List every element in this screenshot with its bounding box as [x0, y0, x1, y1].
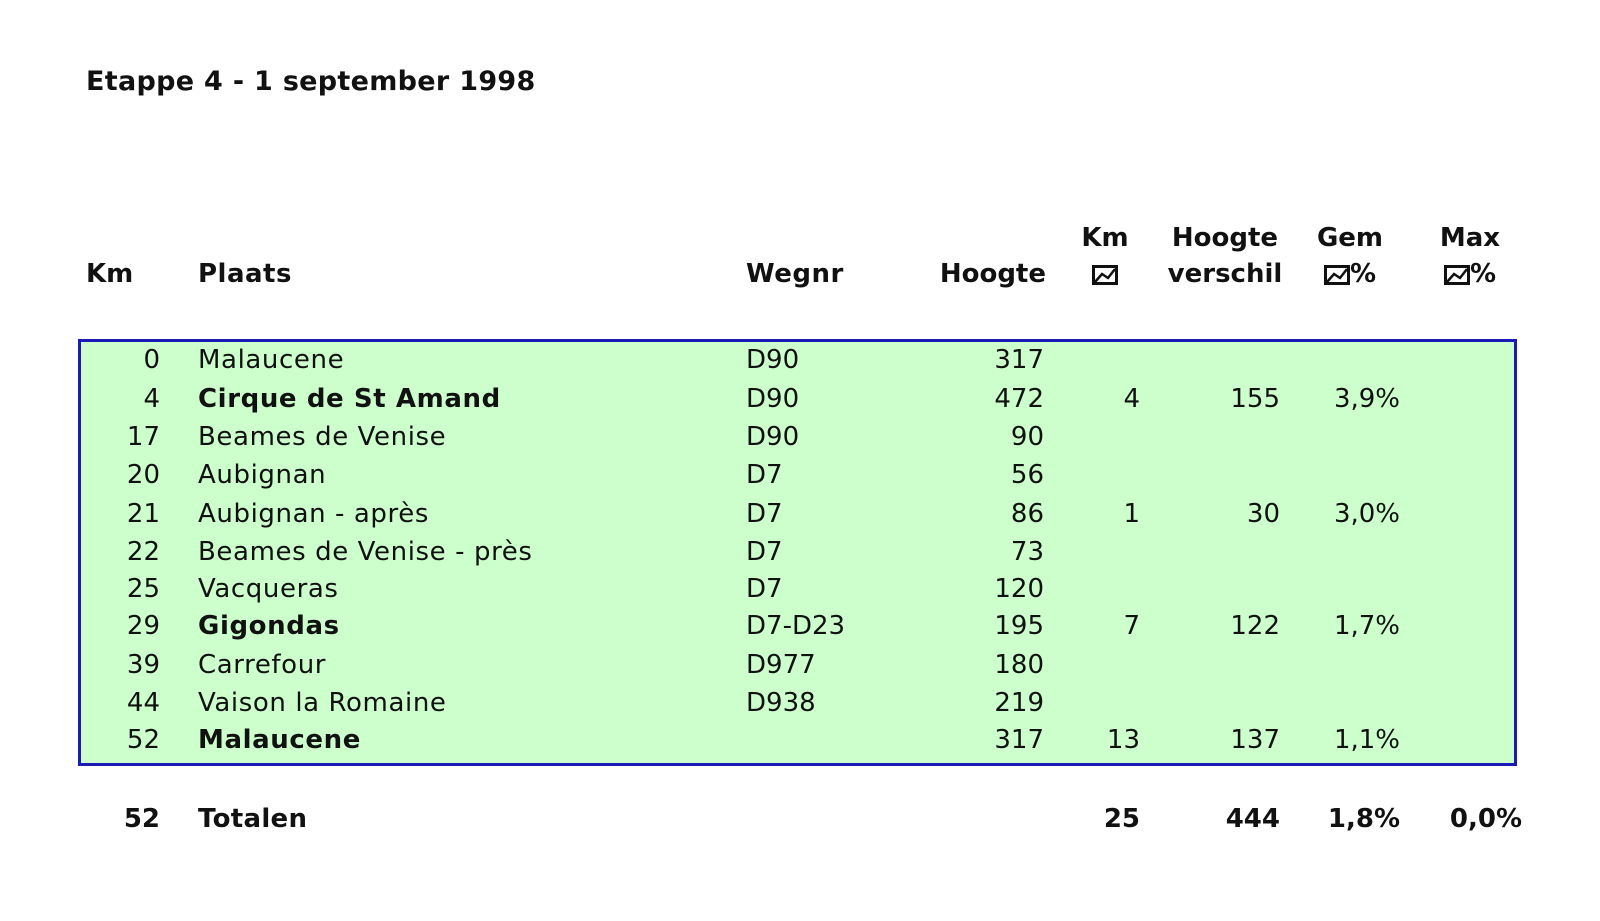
row-plaats: Aubignan [198, 460, 327, 490]
row-hoogte: 73 [1010, 537, 1044, 567]
table-row [0, 456, 1600, 494]
row-hoogte: 180 [994, 650, 1044, 680]
row-hoogteverschil: 30 [1246, 499, 1280, 529]
header-km-up-icon-row [1070, 256, 1140, 292]
row-km: 4 [143, 384, 160, 414]
header-hoogteverschil-line1: Hoogte [1171, 223, 1279, 253]
row-hoogte: 317 [994, 345, 1044, 375]
row-wegnr: D7 [746, 537, 783, 567]
table-row [0, 607, 1600, 645]
header-max-label: Max [1439, 223, 1501, 253]
row-km: 17 [126, 422, 160, 452]
row-hoogteverschil: 155 [1230, 384, 1280, 414]
table-row [0, 380, 1600, 418]
row-km: 0 [143, 345, 160, 375]
header-wegnr: Wegnr [746, 259, 844, 289]
header-max-pct-row [1420, 256, 1520, 292]
row-km: 52 [126, 725, 160, 755]
table-row [0, 721, 1600, 759]
table-row [0, 533, 1600, 571]
row-hoogte: 219 [994, 688, 1044, 718]
table-row [0, 646, 1600, 684]
row-km-up: 1 [1123, 499, 1140, 529]
row-wegnr: D7 [746, 460, 783, 490]
row-wegnr: D977 [746, 650, 816, 680]
totals-row [0, 800, 1600, 838]
row-hoogte: 195 [994, 611, 1044, 641]
row-km: 25 [126, 574, 160, 604]
row-km-up: 7 [1123, 611, 1140, 641]
uphill-slope-icon [1092, 265, 1118, 285]
table-row [0, 684, 1600, 722]
uphill-slope-icon [1444, 265, 1470, 285]
row-wegnr: D7-D23 [746, 611, 846, 641]
row-km: 29 [126, 611, 160, 641]
header-km-up [1070, 220, 1140, 292]
row-wegnr: D90 [746, 384, 800, 414]
row-km: 21 [126, 499, 160, 529]
header-max-pct: % [1469, 259, 1497, 289]
row-wegnr: D90 [746, 345, 800, 375]
row-wegnr: D90 [746, 422, 800, 452]
totals-max: 0,0% [1449, 804, 1522, 834]
row-hoogte: 56 [1010, 460, 1044, 490]
row-wegnr: D938 [746, 688, 816, 718]
header-gem-pct-row [1300, 256, 1400, 292]
row-hoogte: 90 [1010, 422, 1044, 452]
header-hoogteverschil [1160, 220, 1290, 292]
row-km-up: 4 [1123, 384, 1140, 414]
totals-km-up: 25 [1103, 804, 1140, 834]
row-plaats: Carrefour [198, 650, 327, 680]
header-plaats: Plaats [198, 259, 292, 289]
totals-hoogteverschil: 444 [1225, 804, 1280, 834]
row-plaats: Vaison la Romaine [198, 688, 447, 718]
row-hoogte: 120 [994, 574, 1044, 604]
header-hoogteverschil-line2: verschil [1167, 259, 1283, 289]
row-hoogte: 472 [994, 384, 1044, 414]
table-row [0, 570, 1600, 608]
row-hoogteverschil: 122 [1230, 611, 1280, 641]
row-plaats: Aubignan - après [198, 499, 429, 529]
header-max [1420, 220, 1520, 292]
row-km: 20 [126, 460, 160, 490]
page-title: Etappe 4 - 1 september 1998 [86, 66, 536, 97]
totals-gem: 1,8% [1327, 804, 1400, 834]
row-km: 39 [126, 650, 160, 680]
header-gem [1300, 220, 1400, 292]
row-wegnr: D7 [746, 574, 783, 604]
uphill-slope-icon [1324, 265, 1350, 285]
row-hoogte: 317 [994, 725, 1044, 755]
header-km-up-label: Km [1081, 223, 1129, 253]
row-plaats: Malaucene [198, 345, 345, 375]
row-gem: 3,0% [1333, 499, 1400, 529]
row-plaats: Cirque de St Amand [198, 384, 501, 414]
row-plaats: Vacqueras [198, 574, 339, 604]
row-km: 22 [126, 537, 160, 567]
header-hoogte: Hoogte [939, 259, 1046, 289]
row-km: 44 [126, 688, 160, 718]
totals-km: 52 [123, 804, 160, 834]
row-plaats: Beames de Venise [198, 422, 447, 452]
row-plaats: Malaucene [198, 725, 361, 755]
row-km-up: 13 [1106, 725, 1140, 755]
row-wegnr: D7 [746, 499, 783, 529]
row-gem: 1,7% [1333, 611, 1400, 641]
row-plaats: Beames de Venise - près [198, 537, 533, 567]
header-gem-label: Gem [1316, 223, 1384, 253]
row-gem: 1,1% [1333, 725, 1400, 755]
table-row [0, 341, 1600, 379]
header-gem-pct: % [1349, 259, 1377, 289]
row-plaats: Gigondas [198, 611, 340, 641]
row-gem: 3,9% [1333, 384, 1400, 414]
totals-label: Totalen [198, 804, 308, 834]
table-row [0, 418, 1600, 456]
header-km: Km [86, 259, 134, 289]
row-hoogte: 86 [1010, 499, 1044, 529]
row-hoogteverschil: 137 [1230, 725, 1280, 755]
table-row [0, 495, 1600, 533]
